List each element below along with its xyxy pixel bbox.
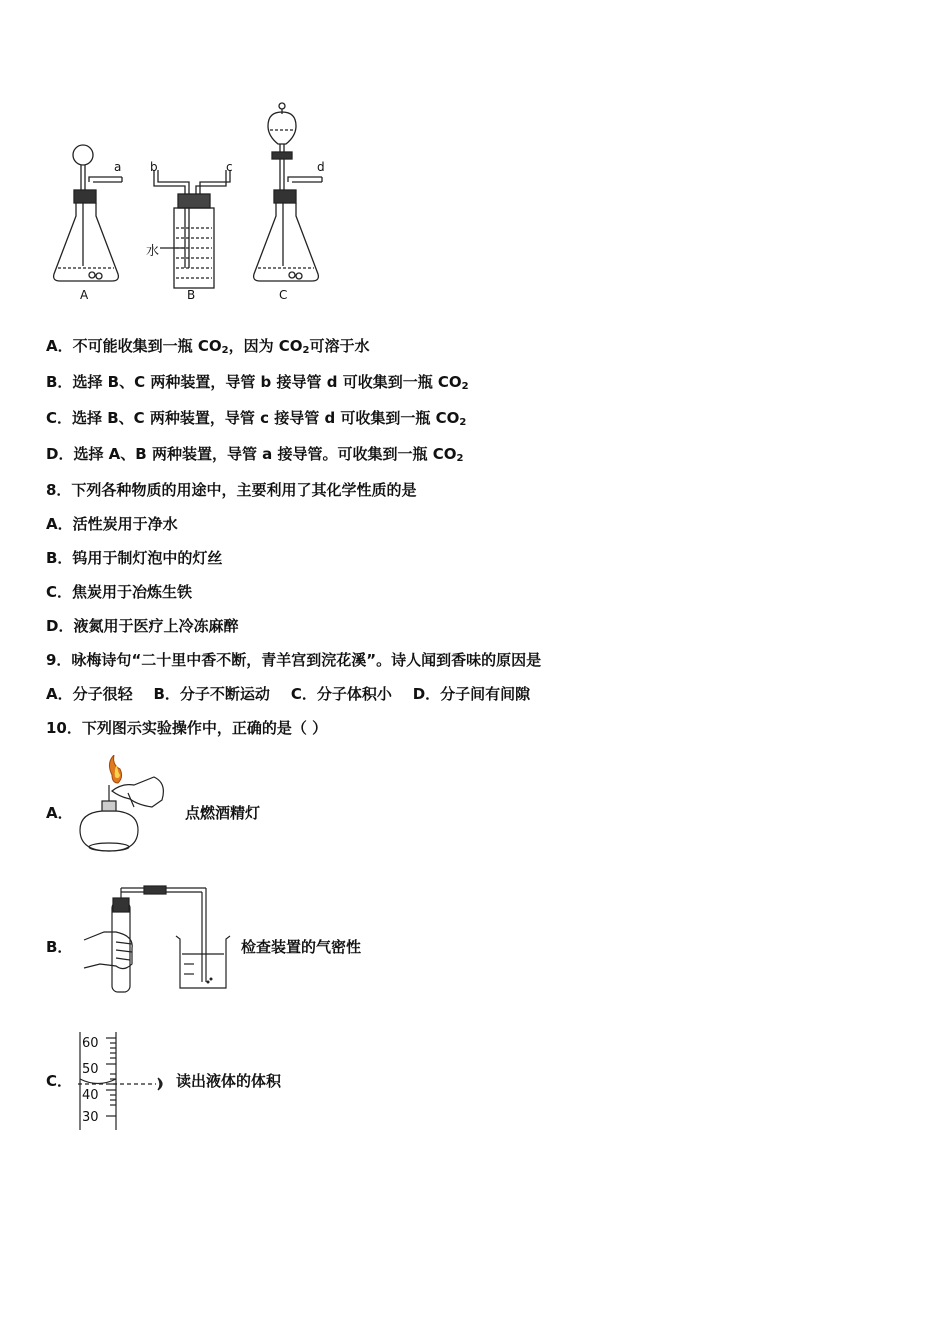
q7-option-c: C．选择 B、C 两种装置，导管 c 接导管 d 可收集到一瓶 $CO_2$	[46, 409, 467, 428]
q7-option-d: D．选择 A、B 两种装置，导管 a 接导管。可收集到一瓶 $CO_2$	[46, 445, 464, 464]
q8-option-d: D．液氮用于医疗上冷冻麻醉	[46, 617, 239, 635]
q10-option-c-label: C．	[46, 1072, 73, 1090]
scale-50: 50	[82, 1062, 99, 1077]
scale-40: 40	[82, 1088, 99, 1103]
q7-option-a: A．不可能收集到一瓶 $CO_2$，因为 $CO_2$可溶于水	[46, 337, 370, 356]
q9-options: A．分子很轻 B．分子不断运动 C．分子体积小 D．分子间有间隙	[46, 685, 531, 703]
label-a: a	[114, 160, 122, 174]
q10-option-a-label: A．	[46, 804, 73, 822]
q8-option-b: B．钨用于制灯泡中的灯丝	[46, 549, 223, 567]
q10-option-b-caption: 检查装置的气密性	[241, 938, 362, 956]
q8-stem: 8．下列各种物质的用途中，主要利用了其化学性质的是	[46, 481, 417, 499]
apparatus-a	[54, 145, 122, 281]
q9-stem: 9．咏梅诗句“二十里中香不断，青羊宫到浣花溪”。诗人闻到香味的原因是	[46, 651, 542, 669]
apparatus-c	[254, 103, 322, 281]
apparatus-b	[154, 170, 230, 288]
label-d: d	[317, 160, 325, 174]
apparatus-figure	[40, 98, 340, 310]
label-water: 水	[146, 244, 160, 259]
q10-option-b-label: B．	[46, 938, 73, 956]
scale-30: 30	[82, 1110, 99, 1125]
scale-60: 60	[82, 1036, 99, 1051]
q7-option-b: B．选择 B、C 两种装置，导管 b 接导管 d 可收集到一瓶 $CO_2$	[46, 373, 469, 392]
label-c: c	[226, 160, 233, 174]
label-b: b	[150, 160, 158, 174]
airtightness-figure	[76, 884, 236, 994]
q8-option-c: C．焦炭用于冶炼生铁	[46, 583, 193, 601]
q10-stem: 10．下列图示实验操作中，正确的是（ ）	[46, 719, 328, 737]
label-apparatus-a: A	[80, 288, 89, 302]
q10-option-c-caption: 读出液体的体积	[176, 1072, 282, 1090]
label-apparatus-c: C	[279, 288, 288, 302]
q10-option-a-caption: 点燃酒精灯	[185, 804, 261, 822]
label-apparatus-b: B	[187, 288, 196, 302]
alcohol-lamp-figure	[72, 755, 172, 860]
q8-option-a: A．活性炭用于净水	[46, 515, 178, 533]
